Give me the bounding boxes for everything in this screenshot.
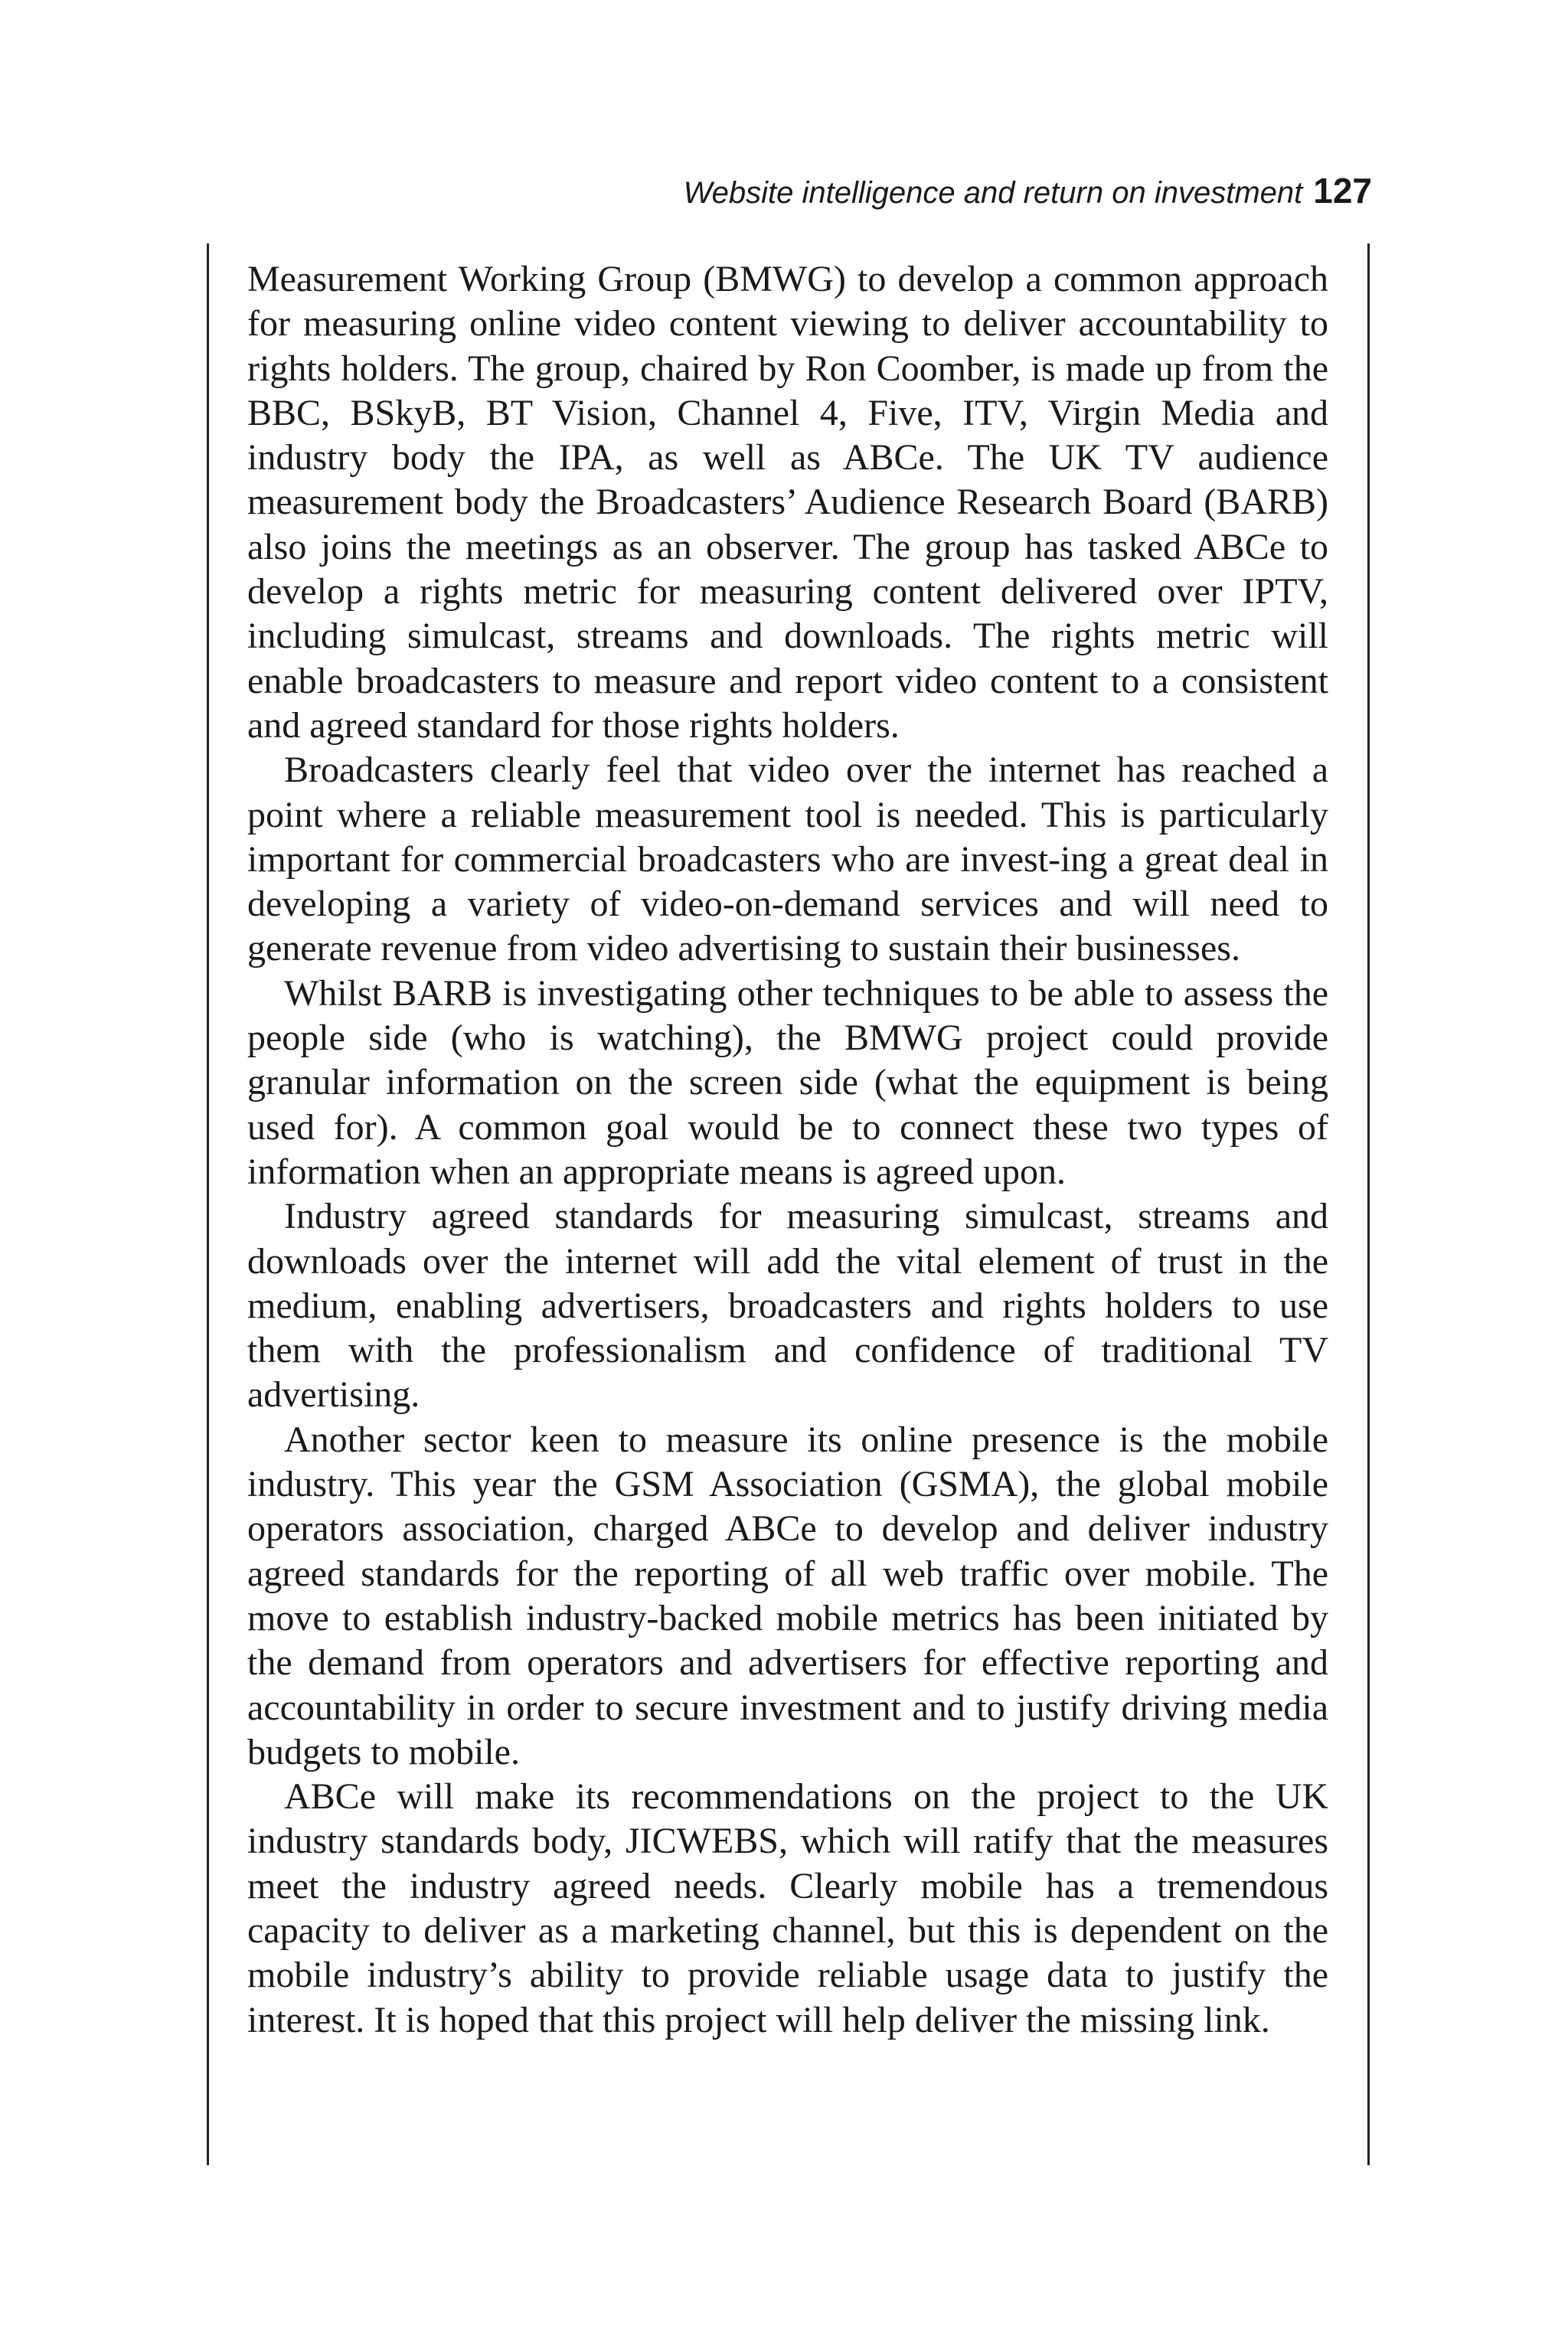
- paragraph-2: Broadcasters clearly feel that video over the internet has reached a point where a reliable measurement tool is needed. This is particularly important for commercial broadcasters who are invest-ing a great deal in developing a variety of video-on-demand services and will need to generate revenue from video advertising to sustain their businesses.: [247, 750, 1328, 969]
- paragraph-3: Whilst BARB is investigating other techniques to be able to assess the people side (who is watching), the BMWG project could provide granular information on the screen side (what the equipment is being used for). A common goal would be to connect these two types of information when an appropriate means is agreed upon.: [247, 972, 1328, 1192]
- left-margin-rule: [207, 243, 209, 2165]
- paragraph-6: ABCe will make its recommendations on the project to the UK industry standards body, JICWEBS, which will ratify that the measures meet the industry agreed needs. Clearly mobile has a tremendous capacity to deliver as a marketing channel, but this is dependent on the mobile industry’s ability to provide reliable usage data to justify the interest. It is hoped that this project will help deliver the missing link.: [247, 1776, 1328, 2040]
- page-number: 127: [1313, 171, 1372, 211]
- running-head-title: Website intelligence and return on investment: [683, 176, 1303, 210]
- paragraph-1: Measurement Working Group (BMWG) to develop a common approach for measuring online video content viewing to deliver accountability to rights holders. The group, chaired by Ron Coomber, is made up from the BBC, BSkyB, BT Vision, Channel 4, Five, ITV, Virgin Media and industry body the IPA, as well as ABCe. The UK TV audience measurement body the Broadcasters’ Audience Research Board (BARB) also joins the meetings as an observer. The group has tasked ABCe to develop a rights metric for measuring content delivered over IPTV, including simulcast, streams and downloads. The rights metric will enable broadcasters to measure and report video content to a consistent and agreed standard for those rights holders.: [247, 259, 1328, 746]
- right-margin-rule: [1367, 243, 1370, 2165]
- paragraph-5: Another sector keen to measure its online presence is the mobile industry. This year the GSM Association (GSMA), the global mobile operators association, charged ABCe to develop and deliver industry agreed standards for the reporting of all web traffic over mobile. The move to establish industry-backed mobile metrics has been initiated by the demand from operators and advertisers for effective reporting and accountability in order to secure investment and to justify driving media budgets to mobile.: [247, 1419, 1328, 1772]
- body-text: [247, 257, 1328, 2043]
- paragraph-4: Industry agreed standards for measuring simulcast, streams and downloads over the internet will add the vital element of trust in the medium, enabling advertisers, broadcasters and rights holders to use them with the professionalism and confidence of traditional TV advertising.: [247, 1196, 1328, 1416]
- running-head: [684, 170, 1372, 211]
